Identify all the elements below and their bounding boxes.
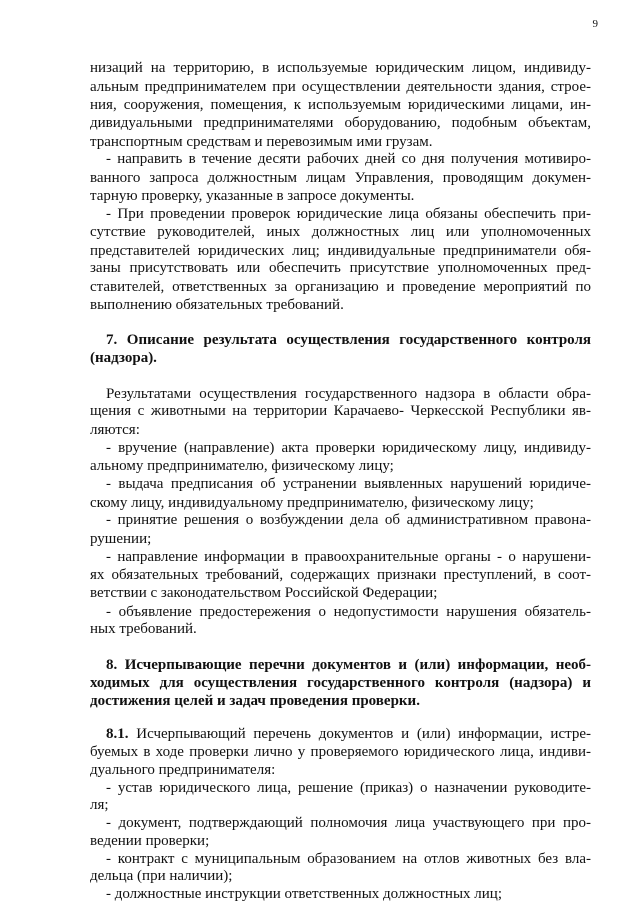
list-item: - вручение (направление) акта проверки юридическому лицу, индивиду- [106,439,591,456]
list-item: - принятие решения о возбуждении дела об административном правона- [106,512,591,529]
text-line: тарную проверку, указанные в запросе документы. [90,187,415,204]
section-heading: 8. Исчерпывающие перечни документов и (или) информации, необ- [106,656,591,673]
subsection-label: 8.1. [106,726,129,743]
text-line: сутствие руководителей, иных должностных лиц или уполномоченных [90,224,591,240]
text-line: ванного запроса должностным лицам Управления, проводящим докумен- [90,169,591,186]
section-heading: (надзора). [90,350,157,366]
list-item: - объявление предостережения о недопустимости нарушения обязатель- [106,603,591,620]
section-heading: ходимых для осуществления государственного контроля (надзора) и [90,674,591,691]
text-line: ных требований. [90,621,197,638]
text-line: заны присутствовать или обеспечить присутствие уполномоченных пред- [90,260,591,277]
text-line: альному предпринимателю, физическому лицу; [90,458,394,475]
page-number: 9 [592,18,598,30]
text-line: ставителей, ответственных за организацию и проведение мероприятий по [90,279,591,295]
text-line: щения с животными на территории Карачаево- Черкесской Республики яв- [90,403,591,420]
text-line: дельца (при наличии); [90,868,233,885]
text-line: буемых в ходе проверки лично у проверяемого юридического лица, индиви- [90,744,591,760]
text-line: Исчерпывающий перечень документов и (или) информации, истре- [136,726,592,743]
text-line: Результатами осуществления государственного надзора в области обра- [106,385,591,402]
text-line: ля; [90,797,109,814]
list-item: - выдача предписания об устранении выявленных нарушений юридиче- [106,476,591,492]
list-item: - контракт с муниципальным образованием на отлов животных без вла- [106,850,591,867]
text-line: ляются: [90,421,140,438]
text-line: альным предпринимателем при осуществлении деятельности здания, строе- [90,78,591,95]
text-line: представителей юридических лиц; индивидуальные предприниматели обя- [90,242,591,259]
text-line: рушении; [90,530,152,547]
text-line: - При проведении проверок юридические лица обязаны обеспечить при- [106,206,591,223]
list-item: - направление информации в правоохранительные органы - о нарушени- [106,548,591,565]
subsection-first-line [106,725,591,744]
section-heading: достижения целей и задач проведения проверки. [90,693,420,710]
text-line: ния, сооружения, помещения, к используемым юридическими лицами, ин- [90,97,591,114]
list-item: - устав юридического лица, решение (приказ) о назначении руководите- [106,779,591,796]
section-heading: 7. Описание результата осуществления государственного контроля [106,332,591,349]
text-line: низаций на территорию, в используемые юридическим лицом, индивиду- [90,60,591,76]
text-line: дуального предпринимателя: [90,761,276,778]
list-item: - документ, подтверждающий полномочия лица участвующего при про- [106,815,591,831]
text-line: транспортным средствам и перевозимым ими грузам. [90,133,433,150]
text-line: скому лицу, индивидуальному предпринимателю, физическому лицу; [90,494,534,511]
text-line: ведении проверки; [90,832,210,849]
text-line: выполнению обязательных требований. [90,296,344,313]
list-item: - должностные инструкции ответственных должностных лиц; [106,886,502,902]
text-line: - направить в течение десяти рабочих дней со дня получения мотивиро- [106,151,591,168]
text-line: ветствии с законодательством Российской Федерации; [90,585,438,601]
text-line: дивидуальными предпринимателями оборудованию, подобным объектам, [90,115,591,131]
text-line: ях обязательных требований, содержащих признаки преступлений, в соот- [90,567,591,584]
